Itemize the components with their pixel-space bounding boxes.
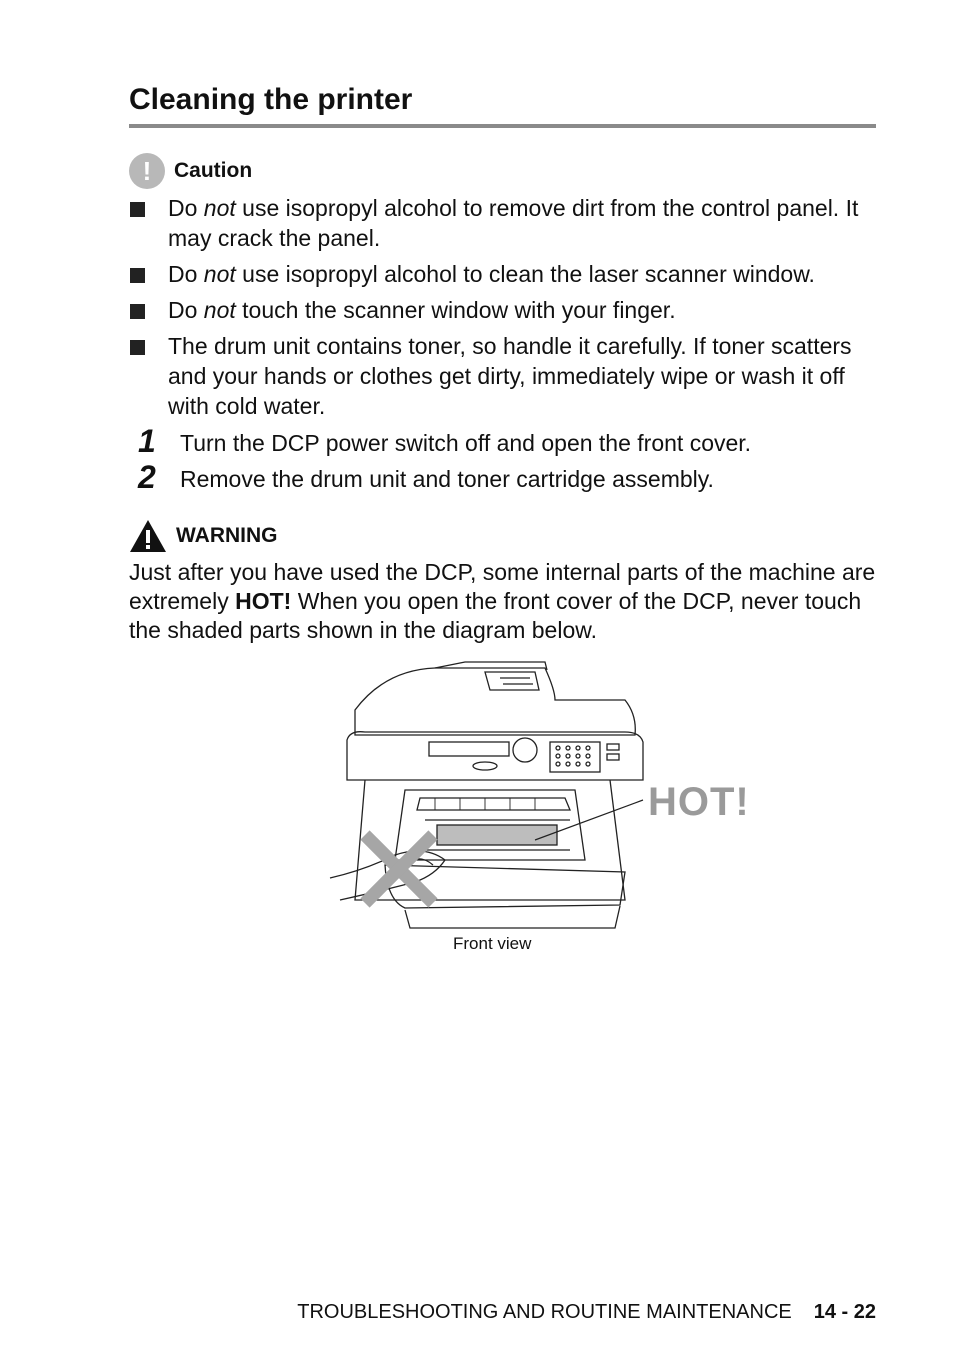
figure-caption: Front view xyxy=(453,934,532,953)
step-number: 1 xyxy=(138,423,156,459)
warning-header xyxy=(129,519,278,553)
step-text: Turn the DCP power switch off and open the front cover. xyxy=(180,430,752,456)
hot-label: HOT! xyxy=(648,780,750,824)
step-text: Remove the drum unit and toner cartridge assembly. xyxy=(180,466,714,492)
caution-label: Caution xyxy=(174,159,253,182)
step-number: 2 xyxy=(138,459,156,495)
page-footer xyxy=(297,1301,876,1324)
caution-header xyxy=(129,153,252,189)
bullet-square-icon xyxy=(130,268,145,283)
caution-list xyxy=(129,193,889,427)
step-list xyxy=(138,425,898,497)
list-item: Do not use isopropyl alcohol to clean the laser scanner window. xyxy=(129,259,889,289)
bullet-square-icon xyxy=(130,304,145,319)
page-title: Cleaning the printer xyxy=(129,83,413,116)
step-item xyxy=(138,461,898,497)
warning-label: WARNING xyxy=(176,524,278,547)
exclamation-circle-icon: ! xyxy=(129,153,165,189)
footer-section: TROUBLESHOOTING AND ROUTINE MAINTENANCE xyxy=(297,1301,792,1323)
bullet-square-icon xyxy=(130,202,145,217)
list-item: The drum unit contains toner, so handle it carefully. If toner scatters and your hands or clothes get dirty, immediately wipe or wash it off with cold water. xyxy=(129,331,889,421)
page-number: 14 - 22 xyxy=(813,1301,876,1323)
warning-triangle-icon xyxy=(129,519,167,553)
bullet-square-icon xyxy=(130,340,145,355)
warning-text: Just after you have used the DCP, some internal parts of the machine are extremely HOT! When you open the front cover of the DCP, never touch the shaded parts shown in the diagram below. xyxy=(129,559,876,643)
list-item: Do not touch the scanner window with your finger. xyxy=(129,295,889,325)
step-item xyxy=(138,425,898,461)
list-item: Do not use isopropyl alcohol to remove dirt from the control panel. It may crack the panel. xyxy=(129,193,889,253)
title-divider xyxy=(129,124,876,128)
